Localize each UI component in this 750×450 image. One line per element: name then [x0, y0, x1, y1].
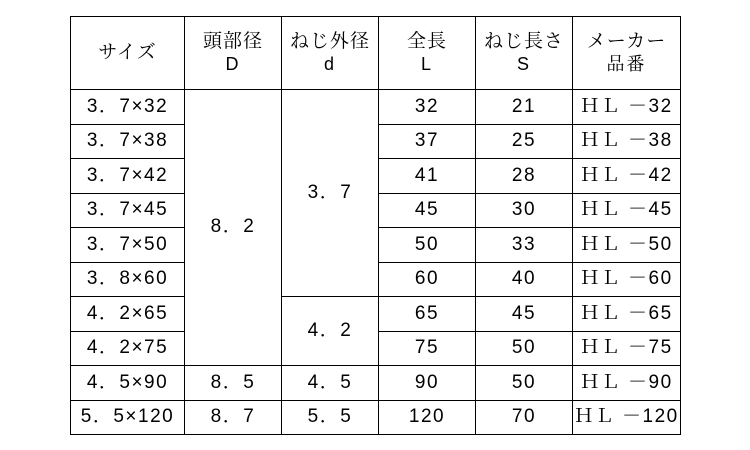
header-screw-length-line2: S — [516, 53, 531, 74]
cell-screw-length: 70 — [476, 400, 573, 435]
cell-size: 3．7×50 — [71, 228, 185, 263]
cell-maker-part-number: ＨＬ －65 — [573, 297, 681, 332]
cell-size: 5．5×120 — [71, 400, 185, 435]
header-screw-outer-diameter — [282, 17, 379, 90]
header-maker-part-number-line2: 品番 — [606, 53, 647, 74]
table-row — [71, 400, 681, 435]
cell-maker-part-number: ＨＬ －38 — [573, 124, 681, 159]
table-row — [71, 297, 681, 332]
cell-screw-length: 40 — [476, 262, 573, 297]
table-header — [71, 17, 681, 90]
cell-screw-length: 30 — [476, 193, 573, 228]
header-screw-outer-diameter-line2: d — [323, 53, 336, 74]
header-head-diameter-line1: 頭部径 — [202, 31, 263, 53]
cell-screw-diameter-merged: 3．7 — [282, 90, 379, 297]
cell-size: 3．8×60 — [71, 262, 185, 297]
table-row — [71, 366, 681, 401]
cell-total-length: 45 — [379, 193, 476, 228]
cell-size: 4．2×65 — [71, 297, 185, 332]
cell-head-diameter: 8．5 — [185, 366, 282, 401]
cell-screw-length: 50 — [476, 331, 573, 366]
cell-size: 3．7×38 — [71, 124, 185, 159]
cell-maker-part-number: ＨＬ －42 — [573, 159, 681, 194]
cell-screw-length: 28 — [476, 159, 573, 194]
header-screw-length-line1: ねじ長さ — [483, 31, 564, 53]
cell-maker-part-number: ＨＬ －32 — [573, 90, 681, 125]
cell-size: 3．7×32 — [71, 90, 185, 125]
cell-total-length: 120 — [379, 400, 476, 435]
header-total-length-line1: 全長 — [406, 31, 447, 53]
header-total-length — [379, 17, 476, 90]
specification-table — [70, 16, 681, 435]
cell-screw-length: 45 — [476, 297, 573, 332]
header-size-line1: サイズ — [98, 41, 157, 63]
cell-total-length: 60 — [379, 262, 476, 297]
cell-maker-part-number: ＨＬ －60 — [573, 262, 681, 297]
cell-size: 3．7×45 — [71, 193, 185, 228]
cell-screw-length: 33 — [476, 228, 573, 263]
cell-head-diameter: 8．7 — [185, 400, 282, 435]
cell-total-length: 41 — [379, 159, 476, 194]
cell-size: 3．7×42 — [71, 159, 185, 194]
cell-screw-diameter-merged: 4．2 — [282, 297, 379, 366]
header-size — [71, 17, 185, 90]
cell-total-length: 37 — [379, 124, 476, 159]
table-body — [71, 90, 681, 435]
cell-total-length: 65 — [379, 297, 476, 332]
cell-size: 4．2×75 — [71, 331, 185, 366]
header-head-diameter-line2: D — [225, 53, 241, 74]
cell-total-length: 32 — [379, 90, 476, 125]
header-total-length-line2: L — [420, 53, 433, 74]
cell-total-length: 75 — [379, 331, 476, 366]
header-maker-part-number-line1: メーカー — [586, 31, 667, 53]
cell-screw-diameter: 4．5 — [282, 366, 379, 401]
header-head-diameter — [185, 17, 282, 90]
cell-maker-part-number: ＨＬ －75 — [573, 331, 681, 366]
cell-maker-part-number: ＨＬ －50 — [573, 228, 681, 263]
cell-head-diameter-merged: 8．2 — [185, 90, 282, 366]
table-row — [71, 90, 681, 125]
cell-screw-length: 50 — [476, 366, 573, 401]
cell-screw-diameter: 5．5 — [282, 400, 379, 435]
header-screw-length — [476, 17, 573, 90]
cell-screw-length: 25 — [476, 124, 573, 159]
cell-screw-length: 21 — [476, 90, 573, 125]
header-screw-outer-diameter-line1: ねじ外径 — [289, 31, 370, 53]
header-row — [71, 17, 681, 90]
cell-total-length: 50 — [379, 228, 476, 263]
specification-table-container — [70, 16, 680, 434]
cell-maker-part-number: ＨＬ －120 — [573, 400, 681, 435]
header-maker-part-number — [573, 17, 681, 90]
cell-maker-part-number: ＨＬ －45 — [573, 193, 681, 228]
cell-size: 4．5×90 — [71, 366, 185, 401]
cell-maker-part-number: ＨＬ －90 — [573, 366, 681, 401]
cell-total-length: 90 — [379, 366, 476, 401]
